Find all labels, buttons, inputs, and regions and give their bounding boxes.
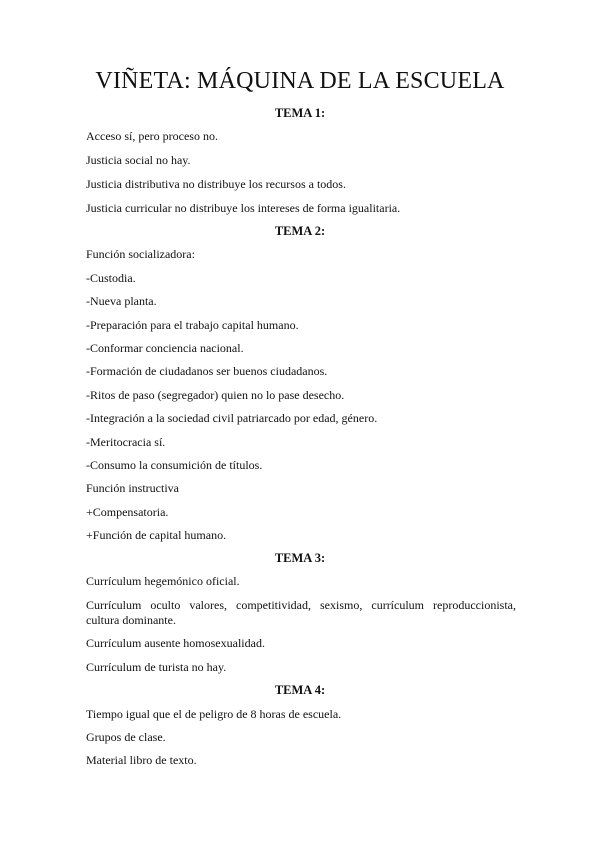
tema-1-line: Justicia social no hay. — [86, 153, 191, 167]
tema-4-line: Grupos de clase. — [86, 730, 166, 744]
section-heading-tema-2: TEMA 2: — [274, 224, 326, 238]
tema-1-line: Acceso sí, pero proceso no. — [86, 129, 218, 143]
tema-3-line: Currículum ausente homosexualidad. — [86, 636, 265, 650]
tema-2-line: -Conformar conciencia nacional. — [86, 341, 244, 355]
tema-2-line: -Nueva planta. — [86, 294, 157, 308]
tema-3-line: Currículum hegemónico oficial. — [86, 574, 240, 588]
tema-2-line: -Integración a la sociedad civil patriarcado por edad, género. — [86, 411, 378, 425]
tema-2-line: -Meritocracia sí. — [86, 435, 166, 449]
tema-2-line: -Formación de ciudadanos ser buenos ciudadanos. — [86, 364, 328, 378]
tema-2-line: -Ritos de paso (segregador) quien no lo pase desecho. — [86, 388, 345, 402]
tema-1-line: Justicia curricular no distribuye los intereses de forma igualitaria. — [86, 201, 401, 215]
tema-4-line: Material libro de texto. — [86, 753, 197, 767]
tema-3-line: Currículum de turista no hay. — [86, 660, 227, 674]
section-heading-tema-1: TEMA 1: — [274, 106, 326, 120]
tema-3-line: Currículum oculto valores, competitividad, sexismo, currículum reproduccionista, cultura dominante. — [86, 598, 516, 627]
tema-2-line: Función socializadora: — [86, 247, 195, 261]
tema-2-line: +Función de capital humano. — [86, 528, 227, 542]
tema-2-line: +Compensatoria. — [86, 505, 169, 519]
tema-2-line: -Preparación para el trabajo capital humano. — [86, 318, 299, 332]
section-heading-tema-3: TEMA 3: — [274, 551, 326, 565]
document-title: VIÑETA: MÁQUINA DE LA ESCUELA — [95, 68, 505, 94]
tema-2-line: -Consumo la consumición de títulos. — [86, 458, 263, 472]
tema-4-line: Tiempo igual que el de peligro de 8 horas de escuela. — [86, 707, 342, 721]
tema-2-line: -Custodia. — [86, 271, 136, 285]
tema-2-line: Función instructiva — [86, 481, 179, 495]
section-heading-tema-4: TEMA 4: — [274, 683, 326, 697]
tema-1-line: Justicia distributiva no distribuye los recursos a todos. — [86, 177, 346, 191]
